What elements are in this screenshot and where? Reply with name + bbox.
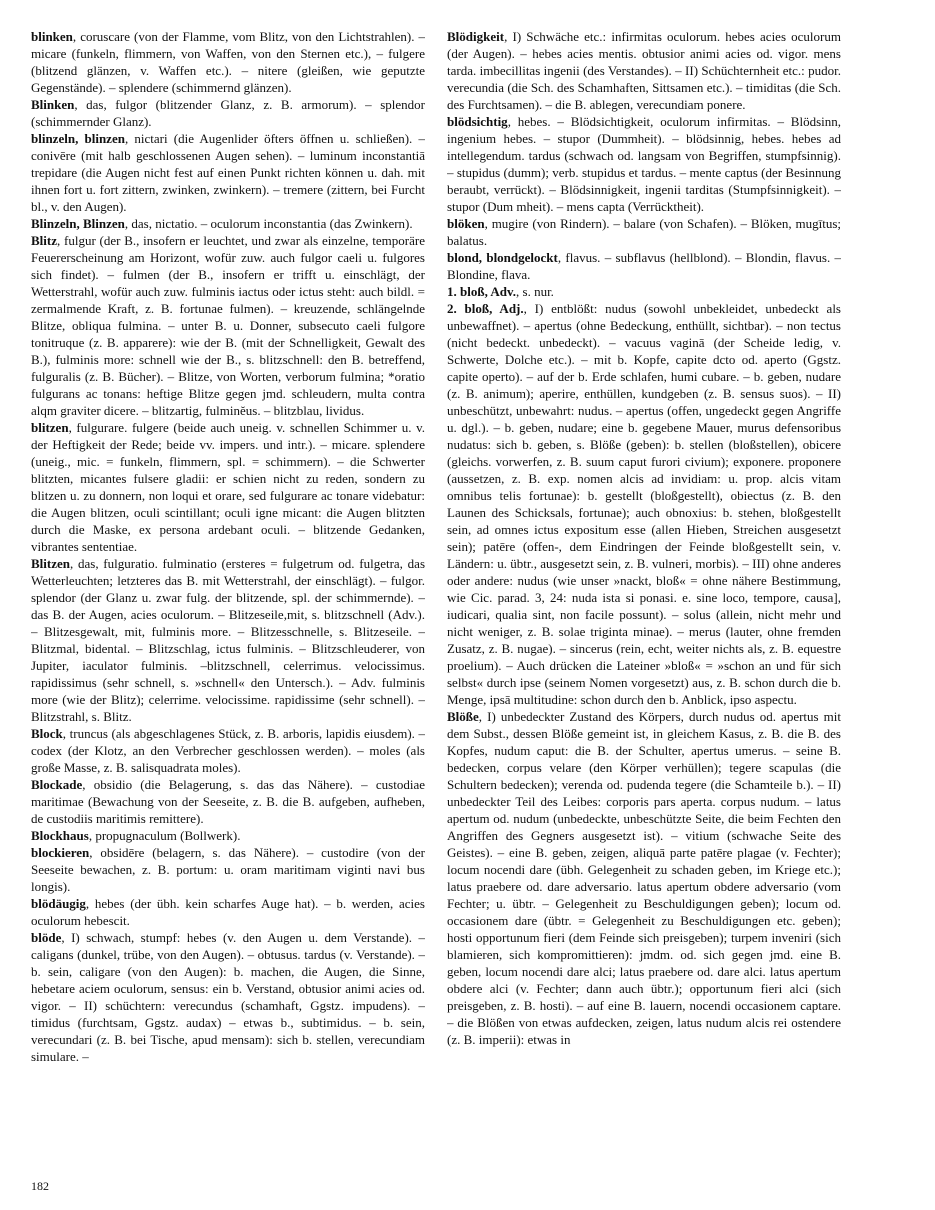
entry-definition: , coruscare (von der Flamme, vom Blitz, von den Lichtstrahlen). – micare (funkeln, flimmern, von Waffen, von den Sternen etc.), – fulgere (blitzend glänzen, v. Waffen etc.). – nitere (gleißen, wie geputzte Gegenstände). – splendere (schimmernd glänzen). bbox=[31, 29, 425, 95]
dictionary-entry bbox=[31, 232, 425, 419]
dictionary-entry bbox=[447, 708, 841, 1048]
entry-definition: , mugire (von Rindern). – balare (von Schafen). – Blöken, mugītus; balatus. bbox=[447, 216, 841, 248]
dictionary-entry bbox=[447, 300, 841, 708]
dictionary-entry bbox=[31, 844, 425, 895]
entry-definition: , hebes (der übh. kein scharfes Auge hat). – b. werden, acies oculorum hebescit. bbox=[31, 896, 425, 928]
entry-headword: Blinken bbox=[31, 97, 75, 112]
two-column-body bbox=[31, 28, 841, 1173]
entry-definition: , fulgur (der B., insofern er leuchtet, und zwar als einzelne, temporäre Feuererscheinung am Horizont, wofür zuw. auch fulgor caeli u. fulgores sich findet). – fulmen (der B., insofern er trifft u. einschlägt, der Wetterstrahl, wofür auch zuw. fulminis iactus oder ictus steht: auch bildl. = zermalmende Kraft, z. B. fortunae fulmen). – kreuzende, schlängelnde Blitze, obliqua fulmina. – unter B. u. Donner, subsecuto caeli fulgore tonitruque (z. B. apparere): wie der B. (mit der Schnelligkeit, Gewalt des B.), fulminis more: schnell wie der B., s. blitzschnell: den B. betreffend, fulguralis (z. B. Bücher). – Blitze, von Worten, verborum fulmina; *oratio fulgurans ac tonans: heftige Blitze gegen jmd. schleudern, multa contra alqm graviter dicere. – blitzartig, fulminĕus. – blitzblau, lividus. bbox=[31, 233, 425, 418]
entry-headword: blond, blondgelockt bbox=[447, 250, 558, 265]
entry-headword: blinken bbox=[31, 29, 73, 44]
entry-definition: , nictari (die Augenlider öfters öffnen u. schließen). – conivēre (mit halb geschlossenen Augen sehen). – luminum inconstantiā trepidare (die Augen nicht fest auf einen Punkt richten können u. dah. mit ihnen fort u. fort zittern, zwinken, zwinkern). – tremere (zittern, bei Furcht bl., v. den Augen). bbox=[31, 131, 425, 214]
dictionary-entry bbox=[31, 827, 425, 844]
entry-headword: Blitzen bbox=[31, 556, 70, 571]
entry-definition: , obsidēre (belagern, s. das Nähere). – custodire (von der Seeseite bewachen, z. B. portum: u. oram maritimam viginti navi bus longis). bbox=[31, 845, 425, 894]
dictionary-entry bbox=[31, 776, 425, 827]
entry-headword: 2. bloß, Adj. bbox=[447, 301, 524, 316]
entry-headword: Blinzeln, Blinzen bbox=[31, 216, 125, 231]
entry-definition: , I) schwach, stumpf: hebes (v. den Augen u. dem Verstande). – caligans (dunkel, trübe, von den Augen). – obtusus. tardus (v. Verstande). – b. sein, caligare (von den Augen): b. machen, die Augen, die Sinne, hebetare aciem oculorum, sensus: ein b. Verstand, obtusior animi acies od. vigor. – II) schüchtern: verecundus (schamhaft, Ggstz. impudens). – timidus (furchtsam, Ggstz. audax) – etwas b., subtimidus. – b. sein, verecundari (z. B. bei Tische, apud mensam): sich b. stellen, verecundiam simulare. – bbox=[31, 930, 425, 1064]
entry-headword: blitzen bbox=[31, 420, 69, 435]
dictionary-entry bbox=[31, 96, 425, 130]
entry-definition: , flavus. – subflavus (hellblond). – Blondin, flavus. – Blondine, flava. bbox=[447, 250, 841, 282]
dictionary-entry bbox=[31, 895, 425, 929]
entry-definition: , das, nictatio. – oculorum inconstantia (das Zwinkern). bbox=[124, 216, 413, 231]
dictionary-entry bbox=[447, 215, 841, 249]
entry-definition: , s. nur. bbox=[516, 284, 554, 299]
entry-headword: blöde bbox=[31, 930, 62, 945]
dictionary-entry bbox=[447, 113, 841, 215]
entry-headword: blöken bbox=[447, 216, 485, 231]
dictionary-entry bbox=[31, 725, 425, 776]
dictionary-entry bbox=[31, 28, 425, 96]
entry-headword: blödäugig bbox=[31, 896, 86, 911]
entry-definition: , hebes. – Blödsichtigkeit, oculorum infirmitas. – Blödsinn, ingenium hebes. – stupor (Dummheit). – blödsinnig, hebes. hebes ad intellegendum. tardus (schwach od. langsam von Begriffen, stumpfsinnig). – stupidus (dumm); verb. stupidus et tardus. – mente captus (der Besinnung beraubt, verrückt). – Blödsinnigkeit, ingenii tarditas (Stumpfsinnigkeit). – stupor (Dum mheit). – mens capta (Verrücktheit). bbox=[447, 114, 841, 214]
entry-definition: , das, fulguratio. fulminatio (ersteres = fulgetrum od. fulgetra, das Wetterleuchten; letzteres das B. mit Wetterstrahl, der einschlägt). – fulgor. splendor (der Glanz u. zwar fulg. der blitzende, spl. der schimmernde). – das B. der Augen, acies oculorum. – Blitzeseile,mit, s. blitzschnell (Adv.). – Blitzesgewalt, mit, fulminis more. – Blitzesschnelle, s. Blitzeseile. – Blitzmal, bidental. – Blitzschlag, ictus fulminis. – Blitzschleuderer, von Jupiter, iaculator fulminis. –blitzschnell, celerrimus. velocissimus. rapidissimus (sehr schnell, s. »schnell« den Untersch.). – Adv. fulminis more (wie der Blitz); celerrime. velocissime. rapidissime (sehr schnell). – Blitzstrahl, s. Blitz. bbox=[31, 556, 425, 724]
dictionary-entry bbox=[31, 555, 425, 725]
entry-headword: Block bbox=[31, 726, 63, 741]
entry-headword: Blockhaus bbox=[31, 828, 89, 843]
entry-definition: , obsidio (die Belagerung, s. das das Nähere). – custodiae maritimae (Bewachung von der Seeseite, z. B. die B. aufgeben, aufheben, de custodiis maritimis remittere). bbox=[31, 777, 425, 826]
dictionary-entry bbox=[31, 215, 425, 232]
entry-headword: 1. bloß, Adv. bbox=[447, 284, 517, 299]
entry-headword: blödsichtig bbox=[447, 114, 508, 129]
dictionary-entry bbox=[447, 283, 841, 300]
entry-headword: Blockade bbox=[31, 777, 83, 792]
dictionary-entry bbox=[31, 130, 425, 215]
entry-headword: blockieren bbox=[31, 845, 90, 860]
page-number: 182 bbox=[31, 1179, 49, 1193]
entry-definition: , I) entblößt: nudus (sowohl unbekleidet, unbedeckt als unbewaffnet). – apertus (ohne Bedeckung, enthüllt, sichtbar). – non tectus (nicht bedeckt. unbedeckt). – vacuus vaginā (der Scheide ledig, v. Schwerte, Dolche etc.). – mit b. Kopfe, capite dcto od. aperto (Ggstz. capite operto). – auf der b. Erde schlafen, humi cubare. – b. geben, nudare (z. B. animum); aperire, enthüllen, kundgeben (z. B. sensus suos). – II) unbeschützt, unbewahrt: nudus. – apertus (offen, ungedeckt gegen Angriffe u. dgl.). – b. geben, nudare; eine b. gegebene Mauer, murus defensoribus nudatus: sich b. geben, s. Blöße (geben): b. stellen (bloßstellen), obicere (gleichs. vorwerfen, z. B. suum caput furori civium); exponere. proponere (aussetzen, z. B. exp. nomen alcis ad invidiam: u. prop. alcis vitam omnibus telis fortunae): b. gestellt (bloßgestellt), obiectus (z. B. den Launen des Schicksals, fortunae); auch obnoxius: b. stehen, bloßgestellt sein, ad omnes ictus expositum esse (allen Hieben, Streichen ausgesetzt sein); patēre (offen-, dem Eindringen der Feinde bloßgestellt sein, v. Ländern: u. übtr., ausgesetzt sein, z. B. vulneri, morbis). – III) ohne anderes oder andere: nudus (wie unser »nackt, bloß« = ohne nähere Bestimmung, wie Cic. parad. 3, 24: nuda ista si ponasi. e. sine loco, tempore, causa], iudicari, qualia sint, non facile possunt). – solus (allein, nicht mehr und nicht weniger, z. B. solae triginta minae). – merus (lauter, ohne fremden Zusatz, z. B. nugae). – sincerus (rein, echt, weiter nichts als, z. B. equestre proelium). – Auch drücken die Lateiner »bloß« = »schon an und für sich selbst« durch ipse (seinem Nomen vorgesetzt) aus, z. B. schon durch die b. Menge, ipsā multitudine: schon durch den b. Anblick, ipso aspectu. bbox=[447, 301, 841, 707]
entry-definition: , propugnaculum (Bollwerk). bbox=[88, 828, 241, 843]
entry-definition: , das, fulgor (blitzender Glanz, z. B. armorum). – splendor (schimmernder Glanz). bbox=[31, 97, 425, 129]
dictionary-entry bbox=[31, 929, 425, 1065]
dictionary-entry bbox=[31, 419, 425, 555]
right-column bbox=[447, 28, 841, 1173]
left-column bbox=[31, 28, 425, 1173]
entry-headword: Blödigkeit bbox=[447, 29, 505, 44]
entry-headword: Blitz bbox=[31, 233, 57, 248]
dictionary-entry bbox=[447, 249, 841, 283]
entry-headword: Blöße bbox=[447, 709, 479, 724]
entry-headword: blinzeln, blinzen bbox=[31, 131, 125, 146]
entry-definition: , truncus (als abgeschlagenes Stück, z. B. arboris, lapidis eiusdem). – codex (der Klotz, an den Verbrecher geschlossen werden). – moles (als große Masse, z. B. salisquadrata moles). bbox=[31, 726, 425, 775]
entry-definition: , fulgurare. fulgere (beide auch uneig. v. schnellen Schimmer u. v. der Heftigkeit der Rede; beide vv. impers. und intr.). – micare. splendere (uneig., mic. = funkeln, flimmern, spl. = schimmern). – die Schwerter blitzten, micantes fulsere gladii: er schien nicht zu reden, sondern zu blitzen u. zu donnern, non loqui et orare, sed fulgurare ac tonare videbatur: die Augen blitzen, oculi scintillant; oculi igne micant: die Augen blitzten durch die Maske, ex persona ardebant oculi. – blitzende Gedanken, vibrantes sententiae. bbox=[31, 420, 425, 554]
dictionary-entry bbox=[447, 28, 841, 113]
entry-definition: , I) unbedeckter Zustand des Körpers, durch nudus od. apertus mit dem Subst., dessen Blöße gemeint ist, in gleichem Kasus, z. B. die B. des Kopfes, nudum caput: die B. der Schulter, apertus umerus. – seine B. bedecken, corpus velare (den Körper verhüllen); tegere scapulas (die Schultern bedecken); verenda od. pudenda tegere (die Schamteile b.). – II) unbedeckter Teil des Leibes: corporis pars aperta. corpus nudum. – latus apertum od. nudum (unbedeckte, unbeschützte Seite, die beim Fechten den Angriffen des Gegners ausgesetzt ist). – vitium (schwache Seite des Geistes). – eine B. geben, zeigen, aliquā parte patēre plagae (v. Fechter); locum nocendi dare (übh. Gelegenheit zu schaden geben, im Kriege etc.); latus praebere od. dare adversario. latus apertum obdere adversario (vom Fechter; u. übtr. – Gelegenheit zu Beschuldigungen geben); locum od. occasionem dare (übtr. = Gelegenheit zu Beschuldigungen etc. geben); hosti opportunum fieri (dem Feinde sich preisgeben); turpem inveniri (sich blamieren, sich kompromittieren): jmdm. od. sich gegen jmd. eine B. geben, locum nocendi dare alci; latus praebere od. dare alci. latus apertum obdere alci (v. Fechter; dann auch übtr.); opportunum fieri alci (sich preisgeben, z. B. hosti). – auf eine B. lauern, nocendi occasionem captare. – die Blößen von etwas aufdecken, zeigen, latus nudum alcis rei ostendere (z. B. imperii): etwas in bbox=[447, 709, 841, 1047]
entry-definition: , I) Schwäche etc.: infirmitas oculorum. hebes acies oculorum (der Augen). – hebes acies mentis. obtusior animi acies od. vigor. mens tarda. imbecillitas ingenii (des Verstandes). – II) Schüchternheit etc.: pudor. verecundia (die Sch. des Schamhaften, Sittsamen etc.). – timiditas (die Sch. des Furchtsamen). – die B. ablegen, verecundiam ponere. bbox=[447, 29, 841, 112]
